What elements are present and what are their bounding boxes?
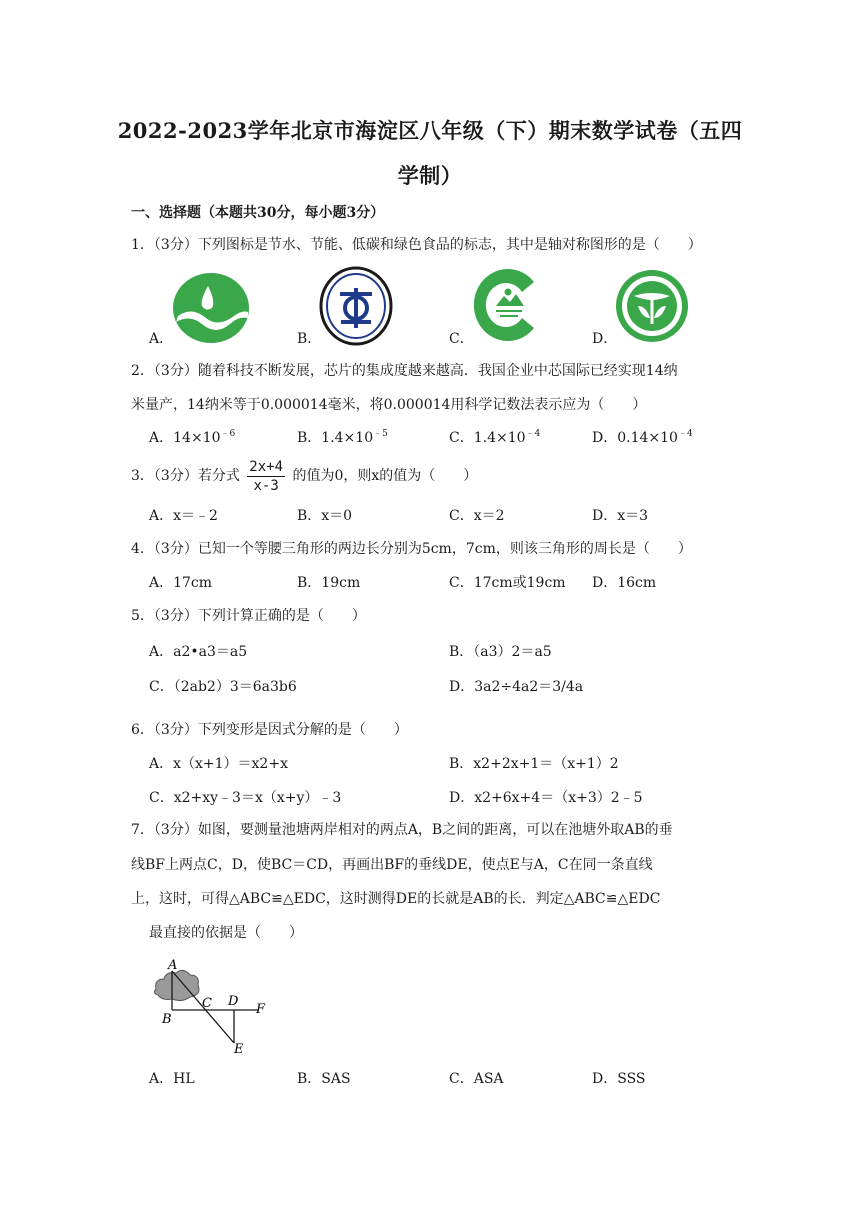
green-food-logo	[614, 268, 690, 344]
question-7-line1: 7．（3分）如图，要测量池塘两岸相对的两点A，B之间的距离，可以在池塘外取AB的垂	[131, 822, 673, 838]
question-2-line1: 2．（3分）随着科技不断发展，芯片的集成度越来越高．我国企业中芯国际已经实现14纳	[131, 363, 678, 379]
point-label-a: A	[168, 958, 178, 973]
q2-option-a: A．$14\times 10^{﹣6}$	[149, 429, 236, 446]
question-7-line2: 线BF上两点C，D，使BC＝CD，再画出BF的垂线DE，使点E与A，C在同一条直线	[131, 857, 653, 873]
q2-option-b: B．$1.4\times 10^{﹣5}$	[297, 429, 388, 446]
question-4: 4．（3分）已知一个等腰三角形的两边长分别为5cm，7cm，则该三角形的周长是（ ）	[131, 541, 692, 557]
q2-option-d: D．$0.14\times 10^{﹣4}$	[592, 429, 693, 446]
section-heading: 一、选择题（本题共30分，每小题3分）	[131, 205, 385, 221]
question-5: 5．（3分）下列计算正确的是（ ）	[131, 608, 366, 624]
question-6: 6．（3分）下列变形是因式分解的是（ ）	[131, 722, 408, 738]
q4-option-c: C．17cm或19cm	[449, 575, 566, 591]
q3-option-a: A．x＝﹣2	[149, 508, 218, 524]
q6-option-b: B．x2+2x+1＝（x+1）2	[449, 756, 619, 772]
q7-option-b: B．SAS	[297, 1071, 351, 1087]
point-label-f: F	[256, 1002, 266, 1017]
q2-option-c: C．$1.4\times 10^{﹣4}$	[449, 429, 541, 446]
q5-option-c: C．（2ab2）3＝6a3b6	[149, 679, 297, 695]
q5-option-d: D．3a2÷4a2＝3/4a	[449, 679, 584, 695]
point-label-c: C	[202, 996, 212, 1011]
point-label-e: E	[234, 1042, 244, 1055]
q1-option-a-label: A．	[149, 331, 174, 347]
pond-diagram	[148, 955, 278, 1055]
q1-option-d-label: D．	[592, 331, 618, 347]
q3-option-d: D．x＝3	[592, 508, 649, 524]
q1-option-b-label: B．	[297, 331, 322, 347]
q1-option-c-label: C．	[449, 331, 474, 347]
q4-option-a: A．17cm	[149, 575, 213, 591]
q5-option-a: A．a2•a3＝a5	[149, 644, 248, 660]
point-label-d: D	[228, 994, 239, 1009]
energy-saving-logo	[319, 266, 393, 346]
q3-option-b: B．x＝0	[297, 508, 353, 524]
exam-title-line1: 2022-2023学年北京市海淀区八年级（下）期末数学试卷（五四	[117, 118, 743, 143]
q4-option-b: B．19cm	[297, 575, 361, 591]
q7-option-a: A．HL	[149, 1071, 195, 1087]
question-7-line3: 上，这时，可得△ABC≌△EDC，这时测得DE的长就是AB的长．判定△ABC≌△EDC	[131, 891, 661, 907]
question-2-line2: 米量产，14纳米等于0.000014毫米，将0.000014用科学记数法表示应为（ ）	[131, 397, 647, 413]
question-1: 1．（3分）下列图标是节水、节能、低碳和绿色食品的标志，其中是轴对称图形的是（ ）	[131, 237, 702, 253]
q6-option-d: D．x2+6x+4＝（x+3）2﹣5	[449, 790, 643, 806]
q3-option-c: C．x＝2	[449, 508, 505, 524]
water-saving-logo	[172, 272, 250, 344]
q5-option-b: B．（a3）2＝a5	[449, 644, 552, 660]
q6-option-a: A．x（x+1）＝x2+x	[149, 756, 288, 772]
q3-fraction: $\frac{2x+4}{x-3}$	[249, 458, 283, 494]
exam-title-line2: 学制）	[397, 163, 463, 188]
question-7-line4: 最直接的依据是（ ）	[149, 925, 303, 941]
low-carbon-logo	[472, 266, 546, 344]
q4-option-d: D．16cm	[592, 575, 657, 591]
question-3: 3．（3分）若分式 $\frac{2x+4}{x-3}$ 的值为0，则x的值为（ ）	[131, 458, 478, 494]
q6-option-c: C．x2+xy﹣3＝x（x+y）﹣3	[149, 790, 342, 806]
q7-option-c: C．ASA	[449, 1071, 504, 1087]
q7-option-d: D．SSS	[592, 1071, 646, 1087]
point-label-b: B	[162, 1012, 172, 1027]
